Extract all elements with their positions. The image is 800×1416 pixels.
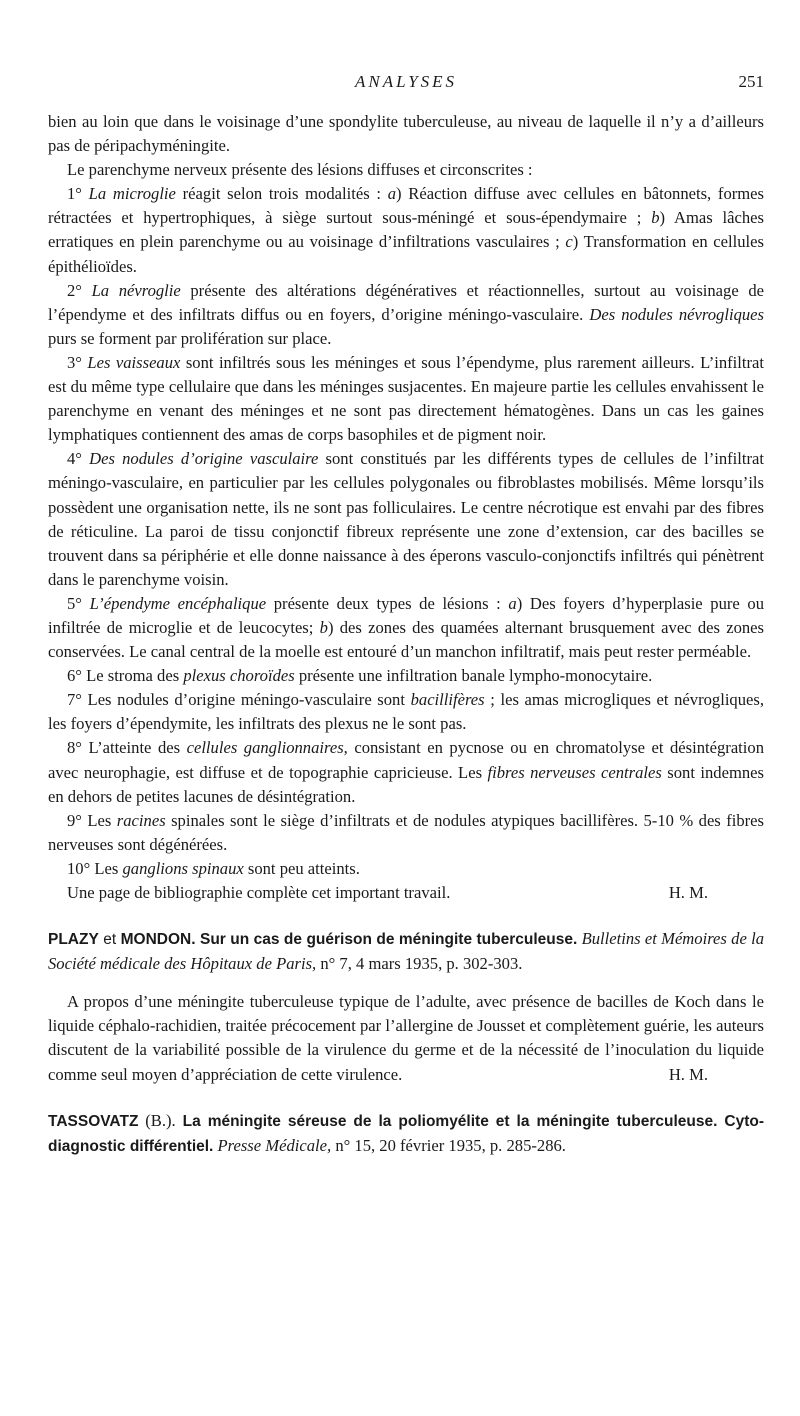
paragraph: Une page de bibliographie complète cet important travail. H. M. [48, 881, 764, 905]
list-item: 8° L’atteinte des cellules ganglionnaires, consistant en pycnose ou en chromatolyse et désintégration avec neurophagie, est diffuse et de topographie capricieuse. Les fibres nerveuses centrales sont indemnes en dehors de petites lacunes de désintégration. [48, 738, 764, 806]
running-title: ANALYSES [354, 72, 458, 91]
entry-heading: TASSOVATZ (B.). La méningite séreuse de la poliomyélite et la méningite tuberculeuse. Cyto-diagnostic différentiel. Presse Médicale, n° 15, 20 février 1935, p. 285-286. [48, 1110, 764, 1155]
entry-abstract: A propos d’une méningite tuberculeuse typique de l’adulte, avec présence de bacilles de Koch dans le liquide céphalo-rachidien, traitée précocement par l’allergine de Jousset et complètement guérie, les auteurs discutent de la variabilité possible de la virulence du germe et de la nécessité de l’inoculation du liquide comme seul moyen d’appréciation de cette virulence. H. M. [48, 990, 764, 1086]
list-item: 6° Le stroma des plexus choroïdes présente une infiltration banale lympho-monocytaire. [67, 666, 653, 686]
article-body [48, 110, 764, 1159]
entry-heading: PLAZY et MONDON. Sur un cas de guérison de méningite tuberculeuse. Bulletins et Mémoires de la Société médicale des Hôpitaux de Paris, n° 7, 4 mars 1935, p. 302-303. [48, 929, 764, 974]
page-header [48, 72, 764, 96]
entry-title: Sur un cas de guérison de méningite tuberculeuse. [195, 931, 578, 949]
list-item: 10° Les ganglions spinaux sont peu atteints. [67, 858, 360, 878]
list-item: 4° Des nodules d’origine vasculaire sont constitués par les différents types de cellules de l’infiltrat méningo-vasculaire, en particulier par les cellules polygonales ou fibroblastes mobilisés. Même lorsqu’ils possèdent une organisation nette, ils ne sont pas folliculaires. Le centre nécrotique est envahi par des fibres de réticuline. La paroi de tissu conjonctif fibreux représente une zone d’extension, car des bacilles se trouvent dans sa périphérie et elle donne naissance à des éperons vasculo-conjonctifs infiltrés qui pénètrent dans le parenchyme voisin. [48, 449, 764, 589]
signature: H. M. [668, 1064, 708, 1084]
entry-title: La méningite séreuse de la poliomyélite et la méningite tuberculeuse. Cyto-diagnostic différentiel. [48, 1112, 764, 1155]
page-number: 251 [738, 72, 764, 91]
entry-source: Bulletins et Mémoires de la Société médicale des Hôpitaux de Paris, [48, 929, 764, 974]
entry-source: Presse Médicale, [213, 1135, 332, 1155]
entry-authors: PLAZY [48, 931, 99, 949]
list-item: 9° Les racines spinales sont le siège d’infiltrats et de nodules atypiques bacillifères. 5-10 % des fibres nerveuses sont dégénérées. [48, 810, 764, 854]
paragraph: Le parenchyme nerveux présente des lésions diffuses et circonscrites : [67, 160, 533, 180]
signature: H. M. [668, 883, 708, 902]
list-item: 7° Les nodules d’origine méningo-vasculaire sont bacillifères ; les amas microgliques et névrogliques, les foyers d’épendymite, les infiltrats des plexus ne le sont pas. [48, 690, 764, 734]
paragraph: bien au loin que dans le voisinage d’une spondylite tuberculeuse, au niveau de laquelle il n’y a d’ailleurs pas de péripachyméningite. [48, 112, 764, 156]
list-item: 5° L’épendyme encéphalique présente deux types de lésions : a) Des foyers d’hyperplasie pure ou infiltrée de microglie et de leucocytes; b) des zones des quamées alternant brusquement avec des zones conservées. Le canal central de la moelle est entouré d’un manchon infiltratif, mais peut rester perméable. [48, 593, 765, 662]
list-item: 3° Les vaisseaux sont infiltrés sous les méninges et sous l’épendyme, plus rarement ailleurs. L’infiltrat est du même type cellulaire que dans les méninges susjacentes. En majeure partie les cellules envahissent le parenchyme en venant des méninges et ne sont pas directement hématogènes. Dans un cas les gaines lymphatiques contiennent des amas de corps basophiles et de pigment noir. [48, 352, 764, 445]
bibliography-entry [48, 1109, 764, 1159]
entry-authors: TASSOVATZ [48, 1112, 139, 1130]
list-item: 2° La névroglie présente des altérations dégénératives et réactionnelles, surtout au voisinage de l’épendyme et des infiltrats diffus ou en foyers, d’origine méningo-vasculaire. Des nodules névrogliques purs se forment par prolifération sur place. [48, 280, 764, 348]
bibliography-entry [48, 927, 764, 1087]
list-item: 1° La microglie réagit selon trois modalités : a) Réaction diffuse avec cellules en bâtonnets, formes rétractées et hypertrophiques, à siège surtout sous-méningé et sous-épendymaire ; b) Amas lâches erratiques en plein parenchyme ou au voisinage d’infiltrations vasculaires ; c) Transformation en cellules épithélioïdes. [48, 184, 765, 276]
